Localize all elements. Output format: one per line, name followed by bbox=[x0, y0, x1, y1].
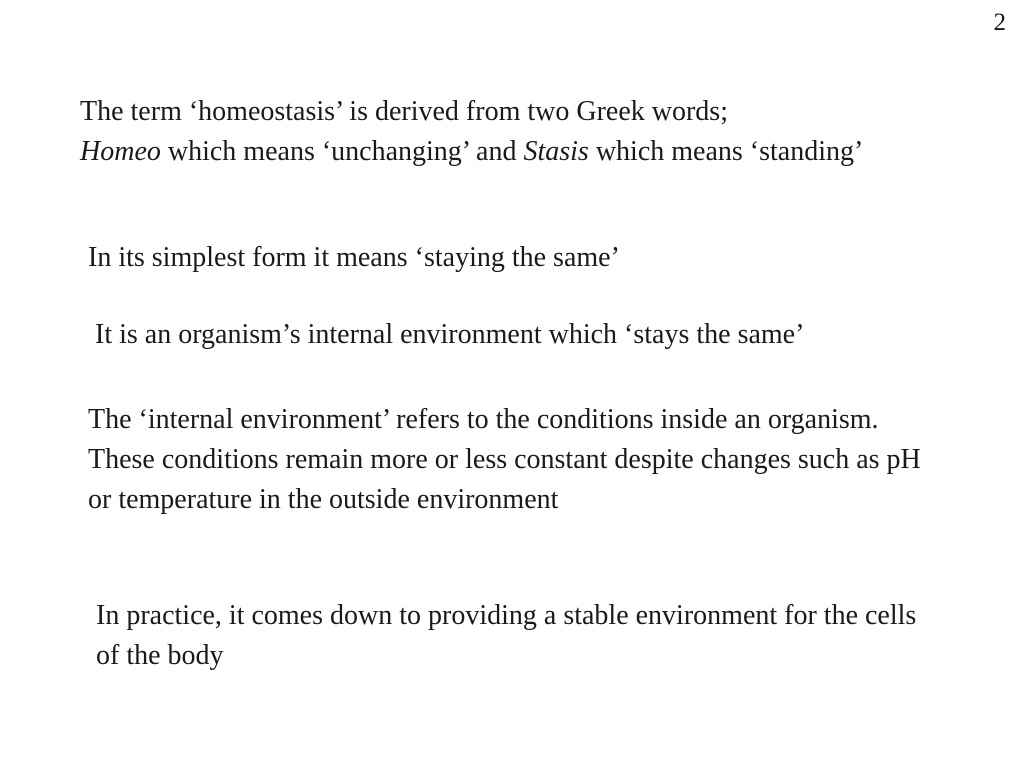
practice-paragraph: In practice, it comes down to providing a stable environment for the cells of the body bbox=[96, 600, 917, 671]
term-homeo: Homeo bbox=[80, 136, 161, 167]
term-stasis: Stasis bbox=[523, 136, 589, 167]
homeostasis-definition-paragraph bbox=[80, 92, 910, 172]
simplest-form-paragraph: In its simplest form it means ‘staying the same’ bbox=[88, 242, 620, 273]
homeo-meaning: which means ‘unchanging’ and bbox=[160, 136, 524, 167]
slide-number: 2 bbox=[993, 9, 1006, 36]
internal-environment-statement: It is an organism’s internal environment which ‘stays the same’ bbox=[95, 319, 805, 350]
internal-environment-explanation: The ‘internal environment’ refers to the conditions inside an organism. These conditions remain more or less constant despite changes such as pH or temperature in the outside environment bbox=[88, 404, 921, 515]
stasis-meaning: which means ‘standing’ bbox=[588, 136, 864, 167]
definition-line-1: The term ‘homeostasis’ is derived from two Greek words; bbox=[80, 96, 728, 127]
